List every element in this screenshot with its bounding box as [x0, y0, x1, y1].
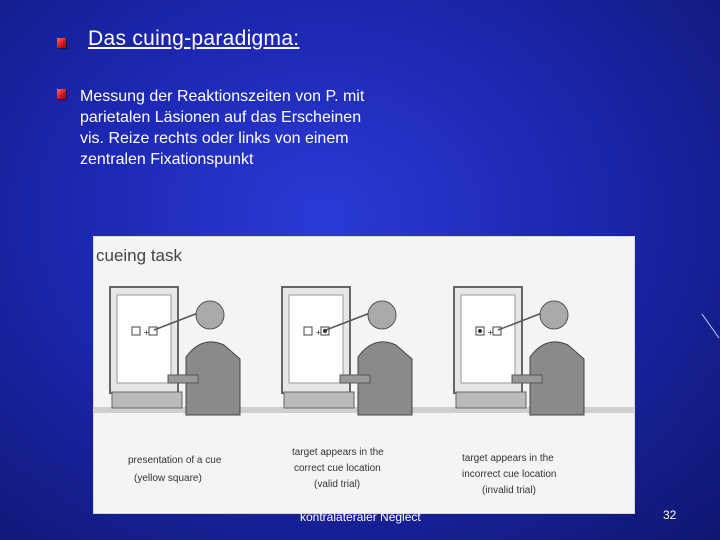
caption-line: target appears in the [462, 453, 554, 464]
caption-line: target appears in the [292, 447, 384, 458]
caption-line: (yellow square) [134, 473, 202, 484]
title-bullet-icon [57, 38, 66, 48]
svg-text:+: + [487, 328, 494, 337]
panel-invalid-trial [454, 287, 584, 496]
panel-valid-trial [282, 287, 412, 490]
caption-line: (invalid trial) [482, 485, 536, 496]
caption-line: correct cue location [294, 463, 381, 474]
person-head-icon [540, 301, 568, 329]
footer-text: kontralateraler Neglect [300, 510, 421, 524]
slide-title: Das cuing-paradigma: [88, 27, 300, 50]
svg-text:+: + [315, 328, 322, 337]
decorative-accent-line [700, 312, 720, 340]
page-number: 32 [663, 508, 677, 522]
svg-text:+: + [143, 328, 150, 337]
caption-line: presentation of a cue [128, 455, 222, 466]
bullet-text: Messung der Reaktionszeiten von P. mit parietalen Läsionen auf das Erscheinen vis. Reize rechts oder links von einem zentralen Fixationspunkt [80, 88, 365, 168]
cueing-task-figure [93, 236, 635, 514]
person-head-icon [368, 301, 396, 329]
caption-line: incorrect cue location [462, 469, 557, 480]
caption-line: (valid trial) [314, 479, 361, 490]
panel-cue [110, 287, 240, 484]
text-bullet-icon [57, 89, 66, 99]
person-head-icon [196, 301, 224, 329]
figure-heading: cueing task [96, 246, 182, 265]
